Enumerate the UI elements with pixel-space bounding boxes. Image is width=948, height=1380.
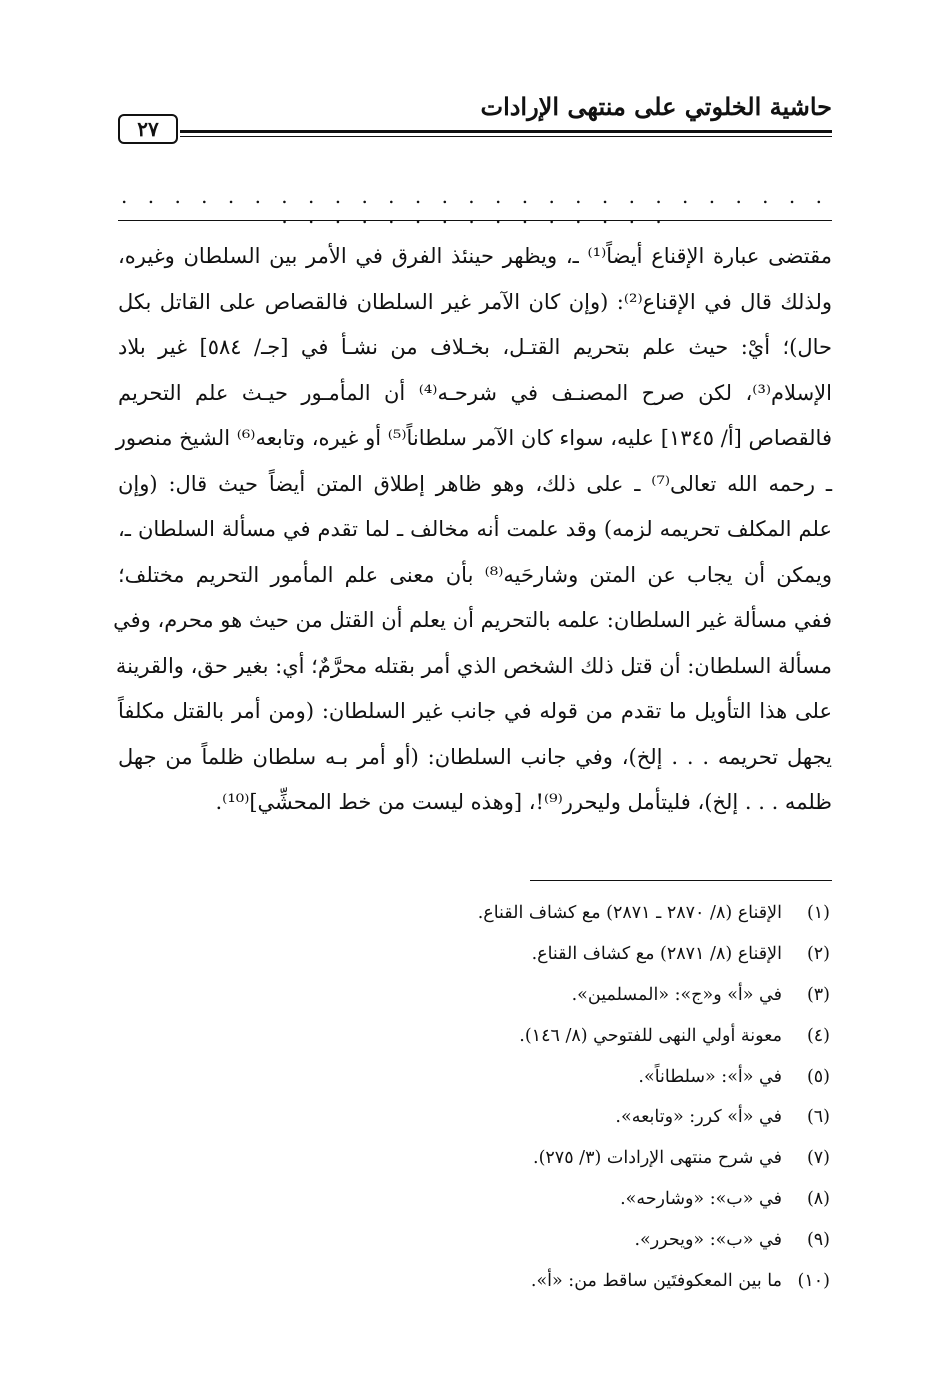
footnote-number: (١٠)	[797, 1271, 830, 1292]
page-number: ٢٧	[118, 114, 178, 144]
footnote-number: (٩)	[806, 1230, 830, 1251]
text-line: فالقصاص [أ/ ١٣٤٥] عليه، سواء كان الآمر سلطاناً⁽⁵⁾ أو غيره، وتابعه⁽⁶⁾ الشيخ منصور	[115, 426, 832, 450]
footnote	[116, 934, 830, 975]
footnote	[116, 1220, 830, 1261]
separator-dots: . . . . . . . . . . . . . . . . . . . . . . . . . . . . . . . . . . . . . . . . . .	[121, 184, 829, 228]
footnote-number: (٧)	[806, 1148, 830, 1169]
footnote-text: في «أ» و«ج»: «المسلمين».	[571, 984, 782, 1005]
text-line: الإسلام⁽³⁾، لكن صرح المصنـف في شرحـه⁽⁴⁾ أن المأمـور حيـث علم التحريم	[118, 380, 832, 405]
text-line: ويمكن أن يجاب عن المتن وشارحَيه⁽⁸⁾ بأن معنى علم المأمور التحريم مختلف؛	[118, 562, 833, 587]
footnote	[116, 1097, 830, 1138]
footnote-text: في «ب»: «وشارحه».	[620, 1189, 782, 1210]
text-line: ظلمه . . . إلخ)، فليتأمل وليحرر⁽⁹⁾!، [وهذه ليست من خط المحشِّي]⁽¹⁰⁾.	[215, 790, 832, 814]
footnote-number: (٢)	[806, 943, 830, 964]
footnote	[116, 1261, 830, 1302]
footnote-text: ما بين المعكوفتَين ساقط من: «أ».	[530, 1271, 782, 1292]
footnote	[116, 893, 830, 934]
footnote-number: (٤)	[806, 1025, 830, 1046]
text-line: مسألة السلطان: أن قتل ذلك الشخص الذي أمر بقتله محرَّمٌ؛ أي: بغير حق، والقرينة	[115, 653, 832, 678]
footnote	[116, 975, 830, 1016]
text-line: ـ رحمه الله تعالى⁽⁷⁾ ـ على ذلك، وهو ظاهر إطلاق المتن أيضاً حيث قال: (وإن	[118, 471, 832, 496]
text-line: علم المكلف تحريمه لزمه) وقد علمت أنه مخالف ـ لما تقدم في مسألة السلطان ـ،	[118, 517, 832, 541]
text-top-rule	[118, 220, 832, 221]
text-line: مقتضى عبارة الإقناع أيضاً⁽¹⁾ ـ، ويظهر حينئذ الفرق في الأمر بين السلطان وغيره،	[118, 244, 833, 268]
footnote-text: في «أ» كرر: «وتابعه».	[615, 1107, 782, 1128]
footnote	[116, 1057, 830, 1098]
footnote-number: (٥)	[806, 1066, 830, 1087]
footnote-number: (٣)	[806, 984, 830, 1005]
text-line: يجهل تحريمه . . . إلخ)، وفي جانب السلطان: (أو أمر بـه سلطان ظلماً من جهل	[118, 744, 832, 769]
footnote-number: (٦)	[806, 1107, 830, 1128]
header-rule	[180, 130, 832, 137]
footnote	[116, 1016, 830, 1057]
footnote-rule	[530, 880, 832, 881]
footnote-text: في «ب»: «ويحرر».	[634, 1230, 782, 1251]
footnote-text: في شرح منتهى الإرادات (٣/ ٢٧٥).	[533, 1148, 782, 1169]
text-line: ففي مسألة غير السلطان: علمه بالتحريم أن يعلم أن القتل من حيث هو محرم، وفي	[113, 608, 832, 632]
text-line: على هذا التأويل ما تقدم من قوله في جانب غير السلطان: (ومن أمر بالقتل مكلفاً	[118, 699, 832, 723]
footnote-text: معونة أولي النهى للفتوحي (٨/ ١٤٦).	[519, 1025, 782, 1046]
footnote-text: الإقناع (٨/ ٢٨٧١) مع كشاف القناع.	[531, 943, 782, 964]
footnote-number: (١)	[806, 903, 830, 923]
footnote-text: الإقناع (٨/ ٢٨٧٠ ـ ٢٨٧١) مع كشاف القناع.	[477, 903, 782, 923]
footnote-number: (٨)	[806, 1189, 830, 1210]
main-text	[113, 234, 833, 826]
footnote	[116, 1138, 830, 1179]
text-line: حال)؛ أيْ: حيث علم بتحريم القتـل، بخـلاف من نشـأ في [جـ/ ٥٨٤] غير بلاد	[118, 335, 832, 359]
page-header	[118, 88, 832, 144]
running-title: حاشية الخلوتي على منتهى الإرادات	[480, 92, 832, 121]
footnote	[116, 1179, 830, 1220]
footnotes	[116, 893, 830, 1302]
text-line: ولذلك قال في الإقناع⁽²⁾: (وإن كان الآمر غير السلطان فالقصاص على القاتل بكل	[118, 289, 832, 314]
footnote-text: في «أ»: «سلطاناً».	[638, 1066, 782, 1087]
